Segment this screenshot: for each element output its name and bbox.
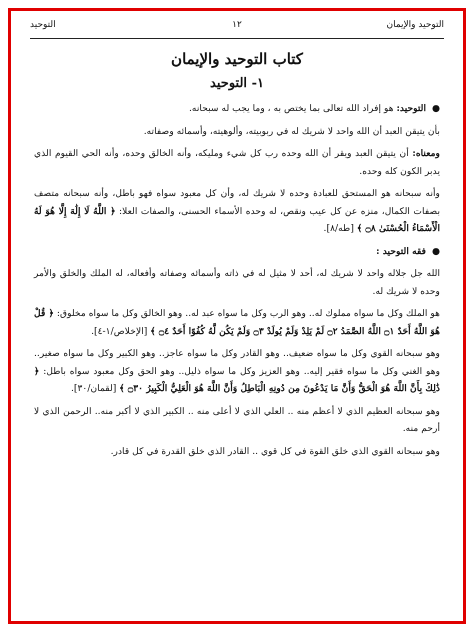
quran-verse: ﴿ ذَٰلِكَ بِأَنَّ اللَّهَ هُوَ الْحَقُّ وَأَنَّ مَا يَدْعُونَ مِن دُونِهِ الْبَاطِلُ وَأَنَّ اللَّهَ هُوَ الْعَلِيُّ الْكَبِيرُ ۝٣٠ ﴾: [34, 365, 440, 394]
paragraph: [34, 185, 440, 238]
paragraph: [34, 443, 440, 461]
paragraph: [34, 243, 440, 261]
page-body: [34, 48, 440, 465]
paragraph-text: وأنه سبحانه هو المستحق للعبادة وحده لا شريك له، وأن كل معبود سواه فهو باطل، وأنه سبحانه متصف بصفات الكمال، منزه عن كل عيب ونقص، له وحده الأسماء الحسنى، والصفات العلا:: [34, 188, 441, 217]
paragraph-text: وهو سبحانه القوي وكل ما سواه ضعيف.. وهو القادر وكل ما سواه عاجز.. وهو الكبير وكل ما سواه صغير.. وهو الغني وكل ما سواه فقير إليه.. وهو العزيز وكل ما سواه ذليل.. وهو الحق وكل معبود سواه باطل:: [34, 348, 441, 377]
paragraph-text: أن يتيقن العبد ويقر أن الله وحده رب كل شيء ومليكه، وأنه الخالق وحده، وأنه الحي القيوم الذي يدبر الكون كله وحده.: [34, 148, 440, 177]
paragraph: [34, 123, 440, 141]
term-label: فقه التوحيد :: [376, 245, 427, 257]
paragraph-text: الله جل جلاله واحد لا شريك له، أحد لا مثيل له في ذاته وأسمائه وصفاته وأفعاله، له الملك والخلق والأمر وحده لا شريك له.: [34, 268, 440, 297]
paragraph: [34, 145, 440, 180]
chapter-title: ١- التوحيد: [210, 76, 264, 91]
paragraph: [34, 100, 440, 118]
bullet-icon: ●: [431, 103, 440, 114]
verse-reference: [الإخلاص/١-٤].: [91, 325, 148, 337]
paragraph-text: بأن يتيقن العبد أن الله واحد لا شريك له في ربوبيته، وألوهيته، وأسمائه وصفاته.: [143, 125, 440, 137]
quran-verse: ﴿ قُلْ هُوَ اللَّهُ أَحَدٌ ۝١ اللَّهُ الصَّمَدُ ۝٢ لَمْ يَلِدْ وَلَمْ يُولَدْ ۝٣ وَلَمْ يَكُن لَّهُ كُفُوًا أَحَدٌ ۝٤ ﴾: [34, 308, 440, 337]
paragraph: [34, 345, 440, 398]
verse-reference: [لقمان/٣٠].: [70, 383, 117, 394]
paragraph: [34, 305, 440, 340]
paragraph-text: وهو سبحانه العظيم الذي لا أعظم منه .. العلي الذي لا أعلى منه .. الكبير الذي لا أكبر منه.. الرحمن الذي لا أرحم منه.: [34, 405, 440, 434]
page-number: ١٢: [232, 20, 242, 30]
term-label: ومعناه:: [412, 148, 440, 159]
bullet-icon: ●: [431, 245, 440, 257]
page-header: [30, 20, 444, 36]
verse-reference: [طه/٨].: [323, 223, 354, 234]
header-book-name: التوحيد والإيمان: [386, 20, 444, 30]
quran-verse: ﴿ اللَّهُ لَا إِلَٰهَ إِلَّا هُوَ لَهُ الْأَسْمَاءُ الْحُسْنَىٰ ۝٨ ﴾: [34, 205, 440, 234]
paragraph: [34, 265, 440, 300]
book-title: كتاب التوحيد والإيمان: [171, 50, 303, 68]
paragraph-text: هو إفراد الله تعالى بما يختص به ، وما يجب له سبحانه.: [189, 103, 394, 114]
header-rule: [30, 38, 444, 39]
term-label: التوحيد:: [396, 103, 427, 114]
paragraph: [34, 403, 440, 438]
header-section-name: التوحيد: [30, 20, 56, 30]
paragraph-text: وهو سبحانه القوي الذي خلق القوة في كل قوي .. القادر الذي خلق القدرة في كل قادر.: [110, 445, 440, 457]
paragraph-text: هو الملك وكل ما سواه مملوك له.. وهو الرب وكل ما سواه عبد له.. وهو الخالق وكل ما سواه مخلوق:: [56, 308, 441, 319]
